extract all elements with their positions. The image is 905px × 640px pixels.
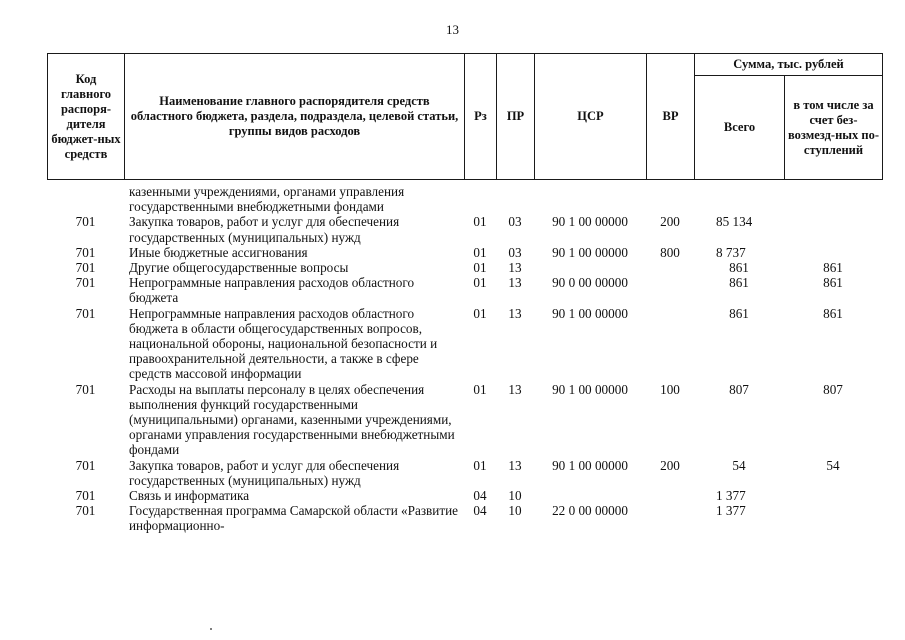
table-row <box>47 382 882 458</box>
cell-code: 701 <box>75 488 96 504</box>
cell-total: 8 737 <box>716 244 746 260</box>
cell-rz <box>464 184 496 214</box>
cell-pr: 13 <box>508 305 522 321</box>
cell-pr: 10 <box>508 503 522 519</box>
cell-code: 701 <box>75 457 96 473</box>
cell-rz: 01 <box>473 457 487 473</box>
header-rz: Рз <box>465 54 497 180</box>
table-row <box>47 245 882 260</box>
cell-rz: 01 <box>473 381 487 397</box>
cell-csr <box>534 260 646 275</box>
cell-name: Закупка товаров, работ и услуг для обеспечения государственных (муниципальных) нужд <box>129 457 400 488</box>
cell-code: 701 <box>75 244 96 260</box>
cell-vr: 100 <box>660 381 680 397</box>
cell-total: 807 <box>729 381 749 397</box>
cell-vr <box>646 260 694 275</box>
cell-rz: 04 <box>473 488 487 504</box>
table-row <box>47 275 882 305</box>
cell-name: казенными учреждениями, органами управления государственными внебюджетными фондами <box>129 184 405 215</box>
scan-artifact <box>210 628 212 630</box>
cell-csr: 22 0 00 00000 <box>552 503 628 519</box>
cell-vr <box>646 503 694 533</box>
header-vr: ВР <box>647 54 695 180</box>
cell-free: 861 <box>823 260 843 276</box>
cell-rz: 01 <box>473 260 487 276</box>
cell-free: 861 <box>823 305 843 321</box>
cell-name: Государственная программа Самарской области «Развитие информационно- <box>129 503 459 534</box>
cell-rz: 01 <box>473 305 487 321</box>
cell-name: Другие общегосударственные вопросы <box>129 260 349 276</box>
cell-pr: 03 <box>508 244 522 260</box>
table-row <box>47 458 882 488</box>
cell-vr <box>646 275 694 305</box>
cell-total <box>694 184 784 214</box>
cell-rz: 01 <box>473 214 487 230</box>
cell-pr: 13 <box>508 260 522 276</box>
cell-code <box>47 184 124 214</box>
header-sum: Сумма, тыс. рублей <box>695 54 883 76</box>
cell-name: Непрограммные направления расходов областного бюджета <box>129 275 415 306</box>
cell-pr: 13 <box>508 275 522 291</box>
cell-code: 701 <box>75 260 96 276</box>
cell-code: 701 <box>75 275 96 291</box>
cell-csr: 90 0 00 00000 <box>552 275 628 291</box>
cell-code: 701 <box>75 305 96 321</box>
cell-code: 701 <box>75 214 96 230</box>
cell-free: 54 <box>826 457 840 473</box>
cell-vr: 200 <box>660 214 680 230</box>
table-row <box>47 260 882 275</box>
cell-free <box>784 245 882 260</box>
header-name: Наименование главного распорядителя средств областного бюджета, раздела, подраздела, целевой статьи, группы видов расходов <box>125 54 465 180</box>
cell-free: 861 <box>823 275 843 291</box>
cell-total: 1 377 <box>716 488 746 504</box>
cell-csr: 90 1 00 00000 <box>552 214 628 230</box>
cell-free <box>784 488 882 503</box>
page-number: 13 <box>446 22 459 37</box>
table-header <box>47 53 883 180</box>
cell-vr <box>646 184 694 214</box>
cell-total: 54 <box>732 457 746 473</box>
cell-csr <box>534 184 646 214</box>
cell-free <box>784 503 882 533</box>
cell-name: Связь и информатика <box>129 488 250 504</box>
cell-total: 1 377 <box>716 503 746 519</box>
cell-free <box>784 184 882 214</box>
table-body <box>47 184 882 534</box>
cell-pr: 03 <box>508 214 522 230</box>
cell-code: 701 <box>75 503 96 519</box>
cell-pr: 13 <box>508 457 522 473</box>
table-row <box>47 488 882 503</box>
cell-pr <box>496 184 534 214</box>
header-csr: ЦСР <box>535 54 647 180</box>
header-pr: ПР <box>497 54 535 180</box>
header-total: Всего <box>695 76 785 180</box>
cell-vr <box>646 488 694 503</box>
cell-free: 807 <box>823 381 843 397</box>
cell-total: 861 <box>729 305 749 321</box>
cell-rz: 04 <box>473 503 487 519</box>
table-row <box>47 503 882 533</box>
cell-name: Непрограммные направления расходов областного бюджета в области общегосударственных вопросов, национальной обороны, национальной безопасности и правоохранительной деятельности, а также в сфере средств массовой информации <box>129 305 438 382</box>
cell-csr <box>534 488 646 503</box>
cell-rz: 01 <box>473 275 487 291</box>
cell-vr: 800 <box>660 244 680 260</box>
cell-total: 861 <box>729 260 749 276</box>
cell-pr: 13 <box>508 381 522 397</box>
cell-total: 85 134 <box>716 214 753 230</box>
table-row <box>47 214 882 244</box>
cell-csr: 90 1 00 00000 <box>552 381 628 397</box>
cell-rz: 01 <box>473 244 487 260</box>
cell-total: 861 <box>729 275 749 291</box>
header-code: Код главного распоря-дителя бюджет-ных средств <box>48 54 125 180</box>
cell-csr: 90 1 00 00000 <box>552 457 628 473</box>
cell-csr: 90 1 00 00000 <box>552 244 628 260</box>
table-row <box>47 306 882 382</box>
header-free: в том числе за счет без-возмезд-ных по-ступлений <box>785 76 883 180</box>
cell-pr: 10 <box>508 488 522 504</box>
cell-vr: 200 <box>660 457 680 473</box>
cell-free <box>784 214 882 244</box>
cell-name: Закупка товаров, работ и услуг для обеспечения государственных (муниципальных) нужд <box>129 214 400 245</box>
cell-code: 701 <box>75 381 96 397</box>
cell-name: Иные бюджетные ассигнования <box>129 244 308 260</box>
cell-csr: 90 1 00 00000 <box>552 305 628 321</box>
cell-vr <box>646 306 694 382</box>
cell-name: Расходы на выплаты персоналу в целях обеспечения выполнения функций государственными (муниципальными) органами, казенными учреждениями, органами управления государственными внебюджетными фондами <box>129 381 455 458</box>
table-row <box>47 184 882 214</box>
